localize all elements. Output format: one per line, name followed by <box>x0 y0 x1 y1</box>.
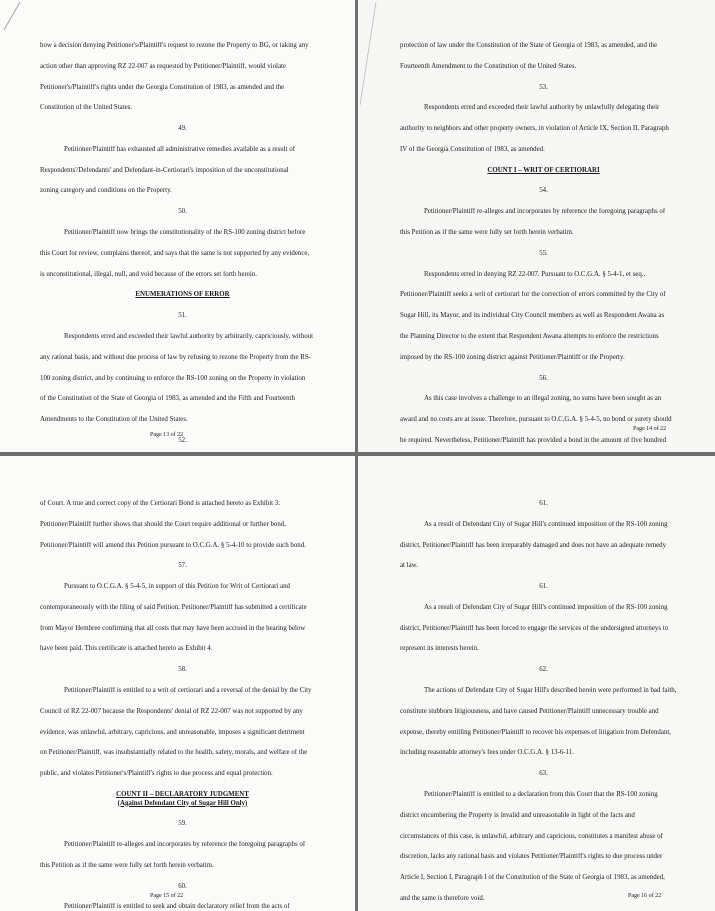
text-line: Respondents'/Defendants' and Defendant-in-Certiorari's imposition of the unconstitutional <box>40 166 289 174</box>
scan-mark-icon <box>0 0 30 50</box>
paragraph-number: 50. <box>178 208 187 216</box>
text-line: of Court. A true and correct copy of the Certiorari Bond is attached hereto as Exhibit 3. <box>40 500 280 507</box>
page-body <box>40 500 325 911</box>
text-line: Petitioner/Plaintiff is entitled to seek and obtain declaratory relief from the acts of <box>64 903 290 911</box>
page-footer: Page 16 of 22 <box>628 893 662 899</box>
text-line: Council of RZ 22-007 because the Respondents' denial of RZ 22-007 was not supported by any <box>40 707 303 715</box>
paragraph-number: 59. <box>178 820 187 828</box>
document-page-13 <box>0 0 355 452</box>
text-line: district encumbering the Property is invalid and unreasonable in light of the facts and <box>400 811 635 819</box>
text-line: how a decision denying Petitioner's/Plaintiff's request to rezone the Property to BG, or taking any <box>40 42 309 49</box>
text-line: Petitioner's/Plaintiff's rights under the Georgia Constitution of 1983, as amended and the <box>40 83 285 91</box>
text-line: and the same is therefore void. <box>400 894 485 902</box>
text-line: Respondents erred in denying RZ 22-007. Pursuant to O.C.G.A. § 5-4-1, et seq., <box>424 270 646 278</box>
text-line: the Planning Director to the extent that Respondent Awana attempts to enforce the restrictions <box>400 332 659 340</box>
text-line: be required. Nevertheless, Petitioner/Plaintiff has provided a bond in the amount of five hundred <box>400 436 667 444</box>
text-line: 100 zoning district, and by continuing to enforce the RS-100 zoning on the Property in violation <box>40 374 306 382</box>
paragraph-number: 49. <box>178 125 187 133</box>
text-line: expense, thereby entitling Petitioner/Plaintiff to recover his expenses of litigation from Defendant, <box>400 728 672 736</box>
page-body <box>400 500 687 911</box>
text-line: Constitution of the United States. <box>40 104 133 112</box>
text-line: constitute stubborn litigiousness, and have caused Petitioner/Plaintiff unnecessary trouble and <box>400 707 659 715</box>
text-line: have been paid. This certificate is attached hereto as Exhibit 4. <box>40 645 213 653</box>
page-footer: Page 14 of 22 <box>633 426 667 432</box>
paragraph-number: 60. <box>178 882 187 890</box>
paragraph-number: 62. <box>539 666 548 674</box>
text-line: Petitioner/Plaintiff has exhausted all administrative remedies available as a result of <box>64 145 296 153</box>
paragraph-number: 63. <box>539 770 548 778</box>
text-line: action other than approving RZ 22-007 as requested by Petitioner/Plaintiff, would violate <box>40 62 286 70</box>
text-line: award and no costs are at issue. Therefore, pursuant to O.C.G.A. § 5-4-5, no bond or surety should <box>400 416 672 424</box>
paragraph-number: 52. <box>178 436 187 444</box>
text-line: represent its interests herein. <box>400 645 479 653</box>
text-line: imposed by the RS-100 zoning district against Petitioner/Plaintiff or the Property. <box>400 353 625 361</box>
text-line: at law. <box>400 562 418 570</box>
scan-mark-icon <box>358 0 418 110</box>
text-line: is unconstitutional, illegal, null, and void because of the errors set forth herein. <box>40 270 257 278</box>
text-line: contemporaneously with the filing of said Petition, Petitioner/Plaintiff has submitted a certificate <box>40 603 307 611</box>
paragraph-number: 53. <box>539 83 548 91</box>
text-line: including reasonable attorney's fees under O.C.G.A. § 13-6-11. <box>400 749 574 757</box>
text-line: protection of law under the Constitution of the State of Georgia of 1983, as amended, and the <box>400 42 658 49</box>
text-line: this Petition as if the same were fully set forth herein verbatim. <box>400 229 574 237</box>
paragraph-number: 61. <box>539 583 548 591</box>
section-subheading: (Against Defendant City of Sugar Hill Only) <box>117 799 248 807</box>
text-line: any rational basis, and without due process of law by refusing to rezone the Property from the RS- <box>40 353 311 361</box>
text-line: As this case involves a challenge to an illegal zoning, no sums have been sought as an <box>424 395 662 403</box>
text-line: Respondents erred and exceeded their lawful authority by unlawfully delegating their <box>424 104 660 112</box>
text-line: IV of the Georgia Constitution of 1983, as amended. <box>400 145 545 153</box>
text-line: Petitioner/Plaintiff re-alleges and incorporates by reference the foregoing paragraphs of <box>64 841 306 849</box>
document-page-15 <box>0 456 355 911</box>
page-body <box>400 42 687 452</box>
text-line: this Petition as if the same were fully set forth herein verbatim. <box>40 861 214 869</box>
text-line: Fourteenth Amendment to the Constitution of the United States. <box>400 62 577 70</box>
text-line: Petitioner/Plaintiff seeks a writ of certiorari for the correction of errors committed by the City of <box>400 291 666 299</box>
page-footer: Page 13 of 22 <box>150 432 184 438</box>
text-line: As a result of Defendant City of Sugar Hill's continued imposition of the RS-100 zoning <box>424 520 668 528</box>
paragraph-number: 56. <box>539 374 548 382</box>
text-line: circumstances of this case, is unlawful, arbitrary and capricious, constitutes a manifest abuse of <box>400 832 663 840</box>
text-line: Amendments to the Constitution of the United States. <box>40 416 188 424</box>
text-line: Petitioner/Plaintiff now brings the constitutionality of the RS-100 zoning district before <box>64 229 306 237</box>
paragraph-number: 51. <box>178 312 187 320</box>
text-line: Petitioner/Plaintiff is entitled to a declaration from this Court that the RS-100 zoning <box>424 790 658 798</box>
text-line: Petitioner/Plaintiff re-alleges and incorporates by reference the foregoing paragraphs of <box>424 208 666 216</box>
section-heading: COUNT I – WRIT OF CERTIORARI <box>487 166 600 174</box>
text-line: Sugar Hill, its Mayor, and its individual City Council members as well as Respondent Awana as <box>400 312 665 320</box>
page-divider-horizontal <box>0 452 715 456</box>
text-line: district, Petitioner/Plaintiff has been forced to engage the services of the undersigned attorneys to <box>400 624 669 632</box>
section-heading: ENUMERATIONS OF ERROR <box>135 291 230 299</box>
text-line: authority to neighbors and other property owners, in violation of Article IX, Section II, Paragraph <box>400 125 669 133</box>
text-line: As a result of Defendant City of Sugar Hill's continued imposition of the RS-100 zoning <box>424 603 668 611</box>
text-line: The actions of Defendant City of Sugar Hill's described herein were performed in bad faith, <box>424 687 677 695</box>
page-body <box>40 42 325 452</box>
paragraph-number: 57. <box>178 562 187 570</box>
text-line: Petitioner/Plaintiff is entitled to a writ of certiorari and a reversal of the denial by the City <box>64 687 312 695</box>
text-line: Respondents erred and exceeded their lawful authority by arbitrarily, capriciously, without <box>64 332 314 340</box>
section-heading: COUNT II – DECLARATORY JUDGMENT <box>116 790 249 798</box>
text-line: of the Constitution of the State of Georgia of 1983, as amended and the Fifth and Fourteenth <box>40 395 295 403</box>
page-footer: Page 15 of 22 <box>150 893 184 899</box>
text-line: public, and violates Petitioner's/Plaintiff's rights to due process and equal protection. <box>40 770 273 778</box>
text-line: Pursuant to O.C.G.A. § 5-4-5, in support of this Petition for Writ of Certiorari and <box>64 583 291 591</box>
paragraph-number: 55. <box>539 249 548 257</box>
paragraph-number: 58. <box>178 666 187 674</box>
paragraph-number: 61. <box>539 500 548 507</box>
text-line: from Mayor Hembree confirming that all costs that may have been accrued in the hearing below <box>40 624 306 632</box>
text-line: zoning category and conditions on the Property. <box>40 187 172 195</box>
text-line: district, Petitioner/Plaintiff has been irreparably damaged and does not have an adequate remedy <box>400 541 667 549</box>
text-line: this Court for review, complains thereof, and says that the same is not supported by any evidence, <box>40 249 310 257</box>
document-page-16 <box>358 456 715 911</box>
text-line: Petitioner/Plaintiff will amend this Petition pursuant to O.C.G.A. § 5-4-10 to provide such bond. <box>40 541 306 549</box>
paragraph-number: 54. <box>539 187 548 195</box>
text-line: on Petitioner/Plaintiff, was insubstantially related to the health, safety, morals, and welfare of the <box>40 749 308 757</box>
text-line: Petitioner/Plaintiff further shows that should the Court require additional or further bond, <box>40 520 286 528</box>
text-line: Article I, Section I, Paragraph I of the Constitution of the State of Georgia of 1983, as amended, <box>400 874 665 882</box>
text-line: discretion, lacks any rational basis and violates Petitioner/Plaintiff's rights to due process under <box>400 853 663 861</box>
text-line: evidence, was unlawful, arbitrary, capricious, and unreasonable, imposes a significant detriment <box>40 728 305 736</box>
